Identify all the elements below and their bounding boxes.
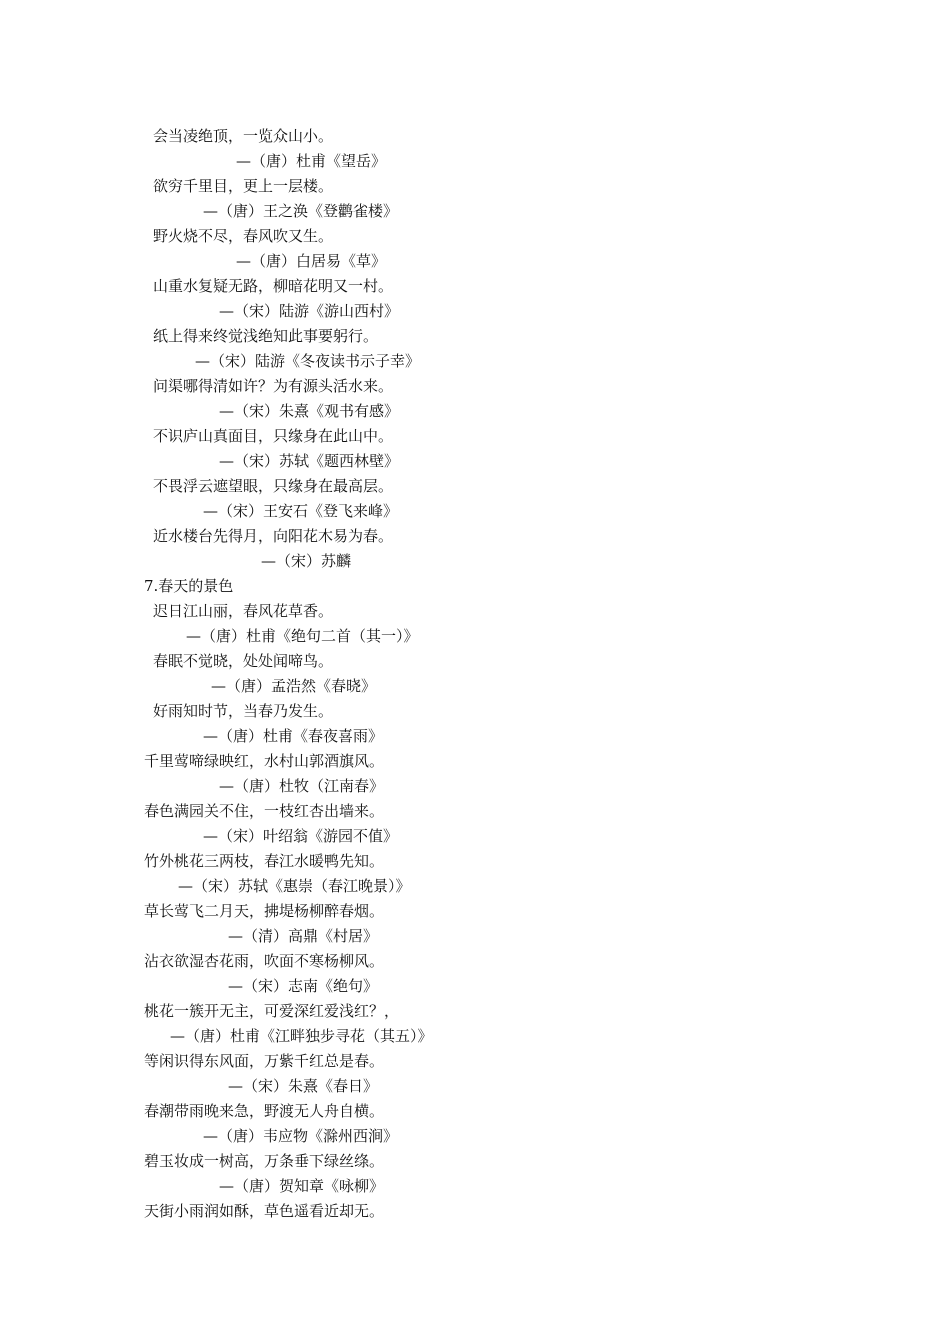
verse-line: 野火烧不尽，春风吹又生。 <box>153 227 334 245</box>
attribution-line: —（宋）朱熹《春日》 <box>228 1077 379 1095</box>
attribution-line: —（唐）杜甫《绝句二首（其一）》 <box>186 627 419 645</box>
attribution-line: —（唐）杜甫《春夜喜雨》 <box>203 727 384 745</box>
verse-line: 欲穷千里目，更上一层楼。 <box>153 177 334 195</box>
attribution-line: —（唐）韦应物《滁州西涧》 <box>203 1127 399 1145</box>
verse-line: 春潮带雨晚来急，野渡无人舟自横。 <box>144 1102 385 1120</box>
verse-line: 不识庐山真面目，只缘身在此山中。 <box>153 427 394 445</box>
attribution-line: —（唐）贺知章《咏柳》 <box>219 1177 385 1195</box>
attribution-line: —（宋）志南《绝句》 <box>228 977 379 995</box>
verse-line: 草长莺飞二月天，拂堤杨柳醉春烟。 <box>144 902 385 920</box>
attribution-line: —（唐）王之涣《登鹳雀楼》 <box>203 202 399 220</box>
verse-line: 不畏浮云遮望眼，只缘身在最高层。 <box>153 477 394 495</box>
verse-line: 会当凌绝顶，一览众山小。 <box>153 127 334 145</box>
verse-line: 迟日江山丽，春风花草香。 <box>153 602 334 620</box>
section-heading: 7.春天的景色 <box>144 577 234 595</box>
verse-line: 春眠不觉晓，处处闻啼鸟。 <box>153 652 334 670</box>
attribution-line: —（宋）叶绍翁《游园不值》 <box>203 827 399 845</box>
verse-line: 纸上得来终觉浅绝知此事要躬行。 <box>153 327 379 345</box>
attribution-line: —（宋）朱熹《观书有感》 <box>219 402 400 420</box>
verse-line: 沾衣欲湿杏花雨，吹面不寒杨柳风。 <box>144 952 385 970</box>
attribution-line: —（宋）苏麟 <box>261 552 352 570</box>
verse-line: 千里莺啼绿映红，水村山郭酒旗风。 <box>144 752 385 770</box>
attribution-line: —（清）高鼎《村居》 <box>228 927 379 945</box>
verse-line: 山重水复疑无路，柳暗花明又一村。 <box>153 277 394 295</box>
attribution-line: —（唐）杜甫《望岳》 <box>236 152 387 170</box>
verse-line: 春色满园关不住，一枝红杏出墙来。 <box>144 802 385 820</box>
verse-line: 近水楼台先得月，向阳花木易为春。 <box>153 527 394 545</box>
verse-line: 竹外桃花三两枝，春江水暖鸭先知。 <box>144 852 385 870</box>
verse-line: 桃花一簇开无主，可爱深红爱浅红？， <box>144 1002 400 1020</box>
attribution-line: —（唐）孟浩然《春晓》 <box>211 677 377 695</box>
attribution-line: —（宋）陆游《游山西村》 <box>219 302 400 320</box>
attribution-line: —（唐）白居易《草》 <box>236 252 387 270</box>
attribution-line: —（宋）王安石《登飞来峰》 <box>203 502 399 520</box>
attribution-line: —（唐）杜甫《江畔独步寻花（其五）》 <box>170 1027 433 1045</box>
verse-line: 好雨知时节，当春乃发生。 <box>153 702 334 720</box>
verse-line: 问渠哪得清如许？为有源头活水来。 <box>153 377 394 395</box>
attribution-line: —（宋）苏轼《题西林壁》 <box>219 452 400 470</box>
verse-line: 碧玉妆成一树高，万条垂下绿丝绦。 <box>144 1152 385 1170</box>
attribution-line: —（唐）杜牧（江南春》 <box>219 777 385 795</box>
attribution-line: —（宋）苏轼《惠崇（春江晚景）》 <box>178 877 411 895</box>
verse-line: 等闲识得东风面，万紫千红总是春。 <box>144 1052 385 1070</box>
attribution-line: —（宋）陆游《冬夜读书示子幸》 <box>195 352 421 370</box>
verse-line: 天街小雨润如酥，草色遥看近却无。 <box>144 1202 385 1220</box>
